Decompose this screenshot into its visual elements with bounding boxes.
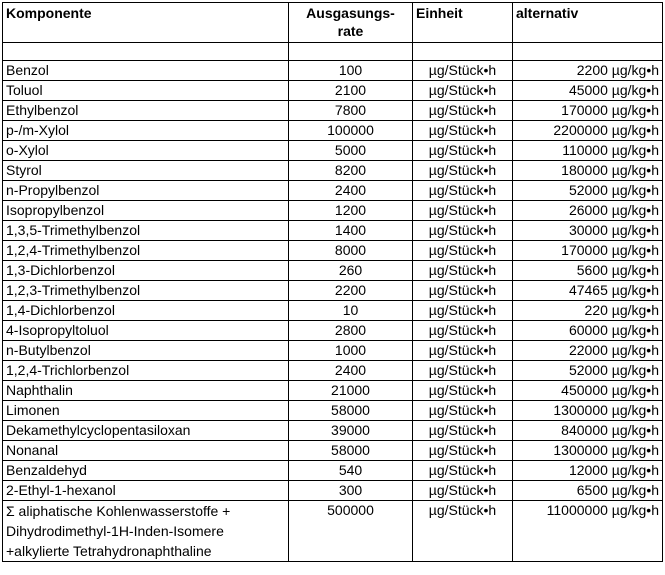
- unit-cell: µg/Stück•h: [413, 221, 513, 241]
- emission-table: [2, 2, 663, 562]
- table-row-blank: [3, 43, 663, 61]
- component-cell: p-/m-Xylol: [3, 121, 289, 141]
- component-cell: 2-Ethyl-1-hexanol: [3, 481, 289, 501]
- component-line: Dihydrodimethyl-1H-Inden-Isomere: [6, 523, 224, 539]
- alt-cell: 220 µg/kg•h: [513, 301, 663, 321]
- rate-cell: 260: [289, 261, 413, 281]
- rate-cell: 58000: [289, 401, 413, 421]
- component-cell: 1,2,4-Trimethylbenzol: [3, 241, 289, 261]
- table-row: [3, 461, 663, 481]
- alt-cell: 170000 µg/kg•h: [513, 101, 663, 121]
- component-cell: 1,2,4-Trichlorbenzol: [3, 361, 289, 381]
- table-row: [3, 481, 663, 501]
- unit-cell: µg/Stück•h: [413, 341, 513, 361]
- component-line: +alkylierte Tetrahydronaphthaline: [6, 543, 212, 559]
- unit-cell: µg/Stück•h: [413, 261, 513, 281]
- table-row: [3, 241, 663, 261]
- header-component: Komponente: [3, 3, 289, 43]
- table-row: [3, 441, 663, 461]
- table-row: [3, 301, 663, 321]
- component-cell: 1,4-Dichlorbenzol: [3, 301, 289, 321]
- table-row: [3, 341, 663, 361]
- table-row: [3, 121, 663, 141]
- component-cell: Styrol: [3, 161, 289, 181]
- component-cell: 4-Isopropyltoluol: [3, 321, 289, 341]
- table-header-row: [3, 3, 663, 43]
- unit-cell: µg/Stück•h: [413, 481, 513, 501]
- alt-cell: 45000 µg/kg•h: [513, 81, 663, 101]
- table-row: [3, 201, 663, 221]
- component-cell: 1,2,3-Trimethylbenzol: [3, 281, 289, 301]
- unit-cell: µg/Stück•h: [413, 201, 513, 221]
- alt-cell: 12000 µg/kg•h: [513, 461, 663, 481]
- header-rate-text: Ausgasungs- rate: [306, 5, 395, 39]
- alt-cell: 11000000 µg/kg•h: [513, 501, 663, 562]
- unit-cell: µg/Stück•h: [413, 381, 513, 401]
- table-row: [3, 141, 663, 161]
- unit-cell: µg/Stück•h: [413, 61, 513, 81]
- unit-cell: µg/Stück•h: [413, 501, 513, 562]
- unit-cell: µg/Stück•h: [413, 301, 513, 321]
- table-row: [3, 361, 663, 381]
- component-cell: Nonanal: [3, 441, 289, 461]
- rate-cell: 58000: [289, 441, 413, 461]
- rate-cell: 2100: [289, 81, 413, 101]
- component-cell: n-Butylbenzol: [3, 341, 289, 361]
- blank-cell: [413, 43, 513, 61]
- component-cell: Ethylbenzol: [3, 101, 289, 121]
- alt-cell: 1300000 µg/kg•h: [513, 401, 663, 421]
- unit-cell: µg/Stück•h: [413, 361, 513, 381]
- unit-cell: µg/Stück•h: [413, 461, 513, 481]
- unit-cell: µg/Stück•h: [413, 101, 513, 121]
- component-cell: Limonen: [3, 401, 289, 421]
- alt-cell: 6500 µg/kg•h: [513, 481, 663, 501]
- alt-cell: 2200000 µg/kg•h: [513, 121, 663, 141]
- component-line: Σ aliphatische Kohlenwasserstoffe +: [6, 503, 231, 519]
- table-row-sum: [3, 501, 663, 562]
- alt-cell: 30000 µg/kg•h: [513, 221, 663, 241]
- emission-table-wrapper: [2, 2, 663, 562]
- unit-cell: µg/Stück•h: [413, 121, 513, 141]
- table-row: [3, 261, 663, 281]
- alt-cell: 22000 µg/kg•h: [513, 341, 663, 361]
- rate-cell: 2800: [289, 321, 413, 341]
- unit-cell: µg/Stück•h: [413, 281, 513, 301]
- blank-cell: [513, 43, 663, 61]
- rate-cell: 1400: [289, 221, 413, 241]
- table-row: [3, 321, 663, 341]
- unit-cell: µg/Stück•h: [413, 141, 513, 161]
- rate-cell: 1000: [289, 341, 413, 361]
- table-row: [3, 81, 663, 101]
- unit-cell: µg/Stück•h: [413, 441, 513, 461]
- rate-cell: 5000: [289, 141, 413, 161]
- rate-cell: 8000: [289, 241, 413, 261]
- alt-cell: 26000 µg/kg•h: [513, 201, 663, 221]
- alt-cell: 2200 µg/kg•h: [513, 61, 663, 81]
- rate-cell: 500000: [289, 501, 413, 562]
- unit-cell: µg/Stück•h: [413, 241, 513, 261]
- component-cell: Naphthalin: [3, 381, 289, 401]
- rate-cell: 100000: [289, 121, 413, 141]
- alt-cell: 110000 µg/kg•h: [513, 141, 663, 161]
- unit-cell: µg/Stück•h: [413, 421, 513, 441]
- rate-cell: 300: [289, 481, 413, 501]
- component-cell: 1,3-Dichlorbenzol: [3, 261, 289, 281]
- alt-cell: 52000 µg/kg•h: [513, 361, 663, 381]
- rate-cell: 540: [289, 461, 413, 481]
- component-cell: 1,3,5-Trimethylbenzol: [3, 221, 289, 241]
- component-cell: Toluol: [3, 81, 289, 101]
- component-cell: Dekamethylcyclopentasiloxan: [3, 421, 289, 441]
- table-row: [3, 381, 663, 401]
- table-row: [3, 281, 663, 301]
- header-rate: [289, 3, 413, 43]
- rate-cell: 10: [289, 301, 413, 321]
- blank-cell: [3, 43, 289, 61]
- rate-cell: 7800: [289, 101, 413, 121]
- rate-cell: 39000: [289, 421, 413, 441]
- rate-cell: 8200: [289, 161, 413, 181]
- table-row: [3, 421, 663, 441]
- alt-cell: 180000 µg/kg•h: [513, 161, 663, 181]
- unit-cell: µg/Stück•h: [413, 81, 513, 101]
- component-cell: n-Propylbenzol: [3, 181, 289, 201]
- alt-cell: 60000 µg/kg•h: [513, 321, 663, 341]
- blank-cell: [289, 43, 413, 61]
- rate-cell: 2400: [289, 361, 413, 381]
- alt-cell: 1300000 µg/kg•h: [513, 441, 663, 461]
- alt-cell: 170000 µg/kg•h: [513, 241, 663, 261]
- component-cell-sum: [3, 501, 289, 562]
- alt-cell: 47465 µg/kg•h: [513, 281, 663, 301]
- table-row: [3, 161, 663, 181]
- unit-cell: µg/Stück•h: [413, 401, 513, 421]
- table-row: [3, 221, 663, 241]
- unit-cell: µg/Stück•h: [413, 161, 513, 181]
- component-cell: Isopropylbenzol: [3, 201, 289, 221]
- component-cell: o-Xylol: [3, 141, 289, 161]
- alt-cell: 450000 µg/kg•h: [513, 381, 663, 401]
- component-cell: Benzol: [3, 61, 289, 81]
- rate-cell: 2400: [289, 181, 413, 201]
- table-row: [3, 401, 663, 421]
- alt-cell: 840000 µg/kg•h: [513, 421, 663, 441]
- table-row: [3, 181, 663, 201]
- rate-cell: 2200: [289, 281, 413, 301]
- table-row: [3, 101, 663, 121]
- table-body: [3, 43, 663, 562]
- component-cell: Benzaldehyd: [3, 461, 289, 481]
- header-alt: alternativ: [513, 3, 663, 43]
- rate-cell: 100: [289, 61, 413, 81]
- rate-cell: 1200: [289, 201, 413, 221]
- header-unit: Einheit: [413, 3, 513, 43]
- table-row: [3, 61, 663, 81]
- alt-cell: 5600 µg/kg•h: [513, 261, 663, 281]
- unit-cell: µg/Stück•h: [413, 321, 513, 341]
- rate-cell: 21000: [289, 381, 413, 401]
- alt-cell: 52000 µg/kg•h: [513, 181, 663, 201]
- unit-cell: µg/Stück•h: [413, 181, 513, 201]
